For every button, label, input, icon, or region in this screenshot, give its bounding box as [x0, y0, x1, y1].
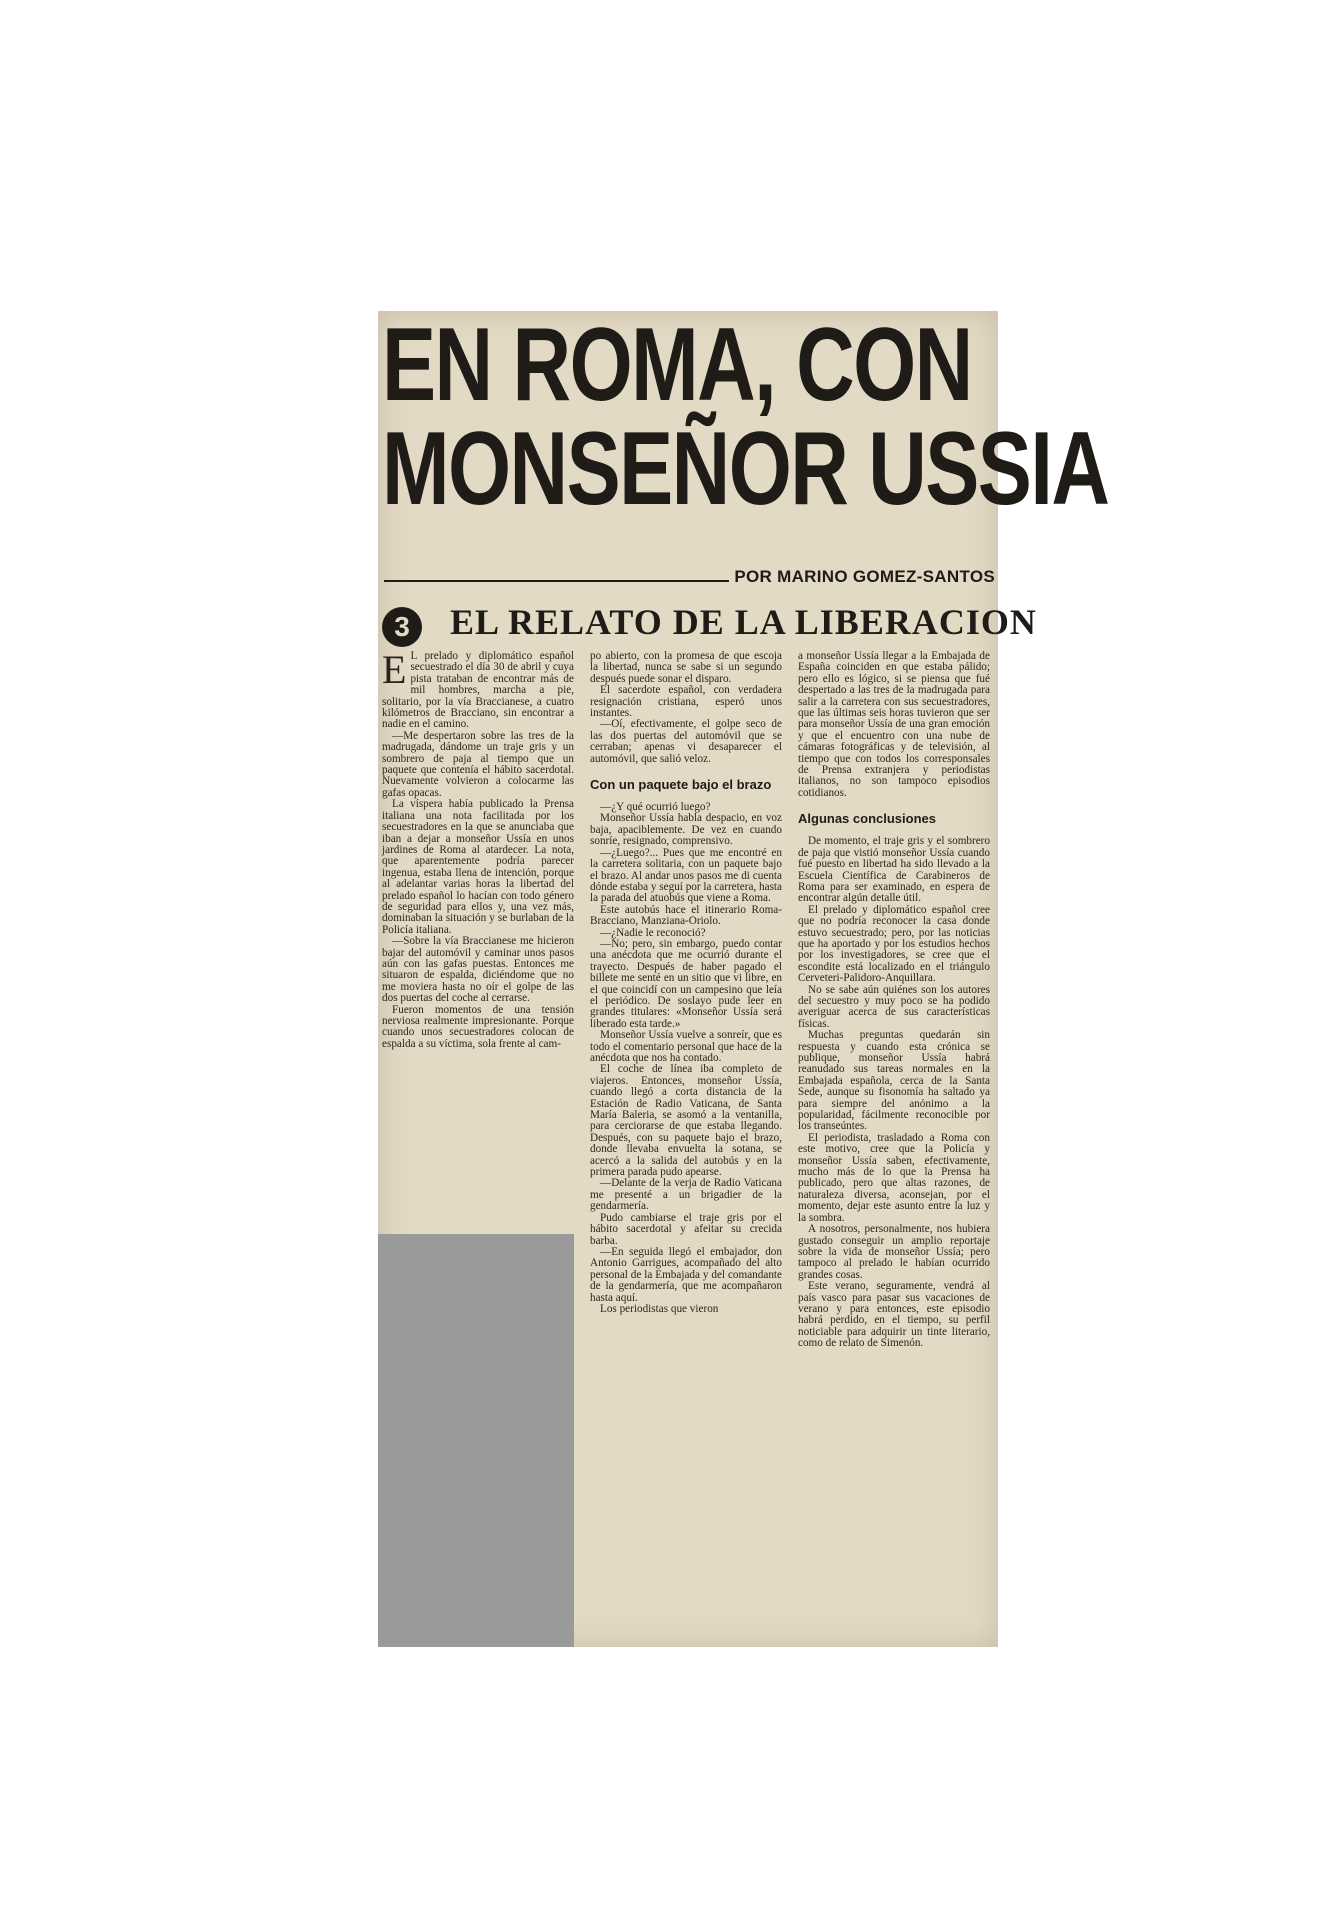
paragraph: Pudo cambiarse el traje gris por el hábito sacerdotal y afeitar su crecida barba.	[590, 1211, 782, 1247]
byline: POR MARINO GOMEZ-SANTOS	[734, 567, 995, 586]
paragraph: El prelado y diplomático español cree que no podría reconocer la casa donde estuvo secuestrado; pero, por las noticias que ha aportado y por los estudios hechos por los investigadores, se cree que el escondite está localizado en el triángulo Cerveteri-Palidoro-Anquillara.	[798, 903, 990, 985]
paragraph: Muchas preguntas quedarán sin respuesta y cuando esta crónica se publique, monseñor Ussía habrá reanudado sus tareas normales en la Embajada española, cerca de la Santa Sede, aunque su fisonomía ha saltado ya para siempre del anónimo a la popularidad, fácilmente reconocible por los transeúntes.	[798, 1029, 990, 1133]
paragraph: La víspera había publicado la Prensa italiana una nota facilitada por los secuestradores en la que se anunciaba que iban a dejar a monseñor Ussía en unos jardines de Roma al atardecer. La nota, que aparentemente podría parecer ingenua, estaba llena de intención, porque al adelantar varias horas la libertad del prelado español lo hacían con todo género de seguridad para ellos y, una vez más, dominaban la situación y se burlaban de la Policía italiana.	[382, 798, 574, 936]
paragraph: No se sabe aún quiénes son los autores del secuestro y muy poco se ha podido averiguar acerca de sus características físicas.	[798, 983, 990, 1030]
paragraph: El periodista, trasladado a Roma con este motivo, cree que la Policía y monseñor Ussía saben, efectivamente, mucho más de lo que la Prensa ha publicado, pero que altas razones, de naturaleza diversa, aconsejan, por el momento, dejar este asunto entre la luz y la sombra.	[798, 1131, 990, 1224]
headline-line-2: MONSEÑOR USSIA	[382, 411, 1109, 527]
paragraph: —No; pero, sin embargo, puedo contar una anécdota que me ocurrió durante el trayecto. Después de haber pagado el billete me senté en un sitio que vi libre, en el que coincidí con un campesino que leía el periódico. De soslayo pude leer en grandes titulares: «Monseñor Ussía será liberado esta tarde.»	[590, 937, 782, 1030]
paragraph: Este autobús hace el itinerario Roma-Bracciano, Manziana-Oriolo.	[590, 903, 782, 928]
newspaper-clipping	[378, 307, 1109, 1647]
subhead: EL RELATO DE LA LIBERACION	[450, 602, 1037, 642]
paragraph: El coche de línea iba completo de viajeros. Entonces, monseñor Ussía, cuando llegó a corta distancia de la Estación de Radio Vaticana, de Santa María Baleria, se asomó a la ventanilla, para cerciorarse de que estaba llegando. Después, con su paquete bajo el brazo, donde llevaba envuelta la sotana, se acercó a la salida del autobús y en la primera parada pudo apearse.	[590, 1063, 782, 1179]
column-2	[590, 651, 782, 1315]
column-3	[798, 651, 990, 1350]
section-heading: Con un paquete bajo el brazo	[590, 777, 772, 793]
paragraph: E L prelado y diplomático español secuestrado el día 30 de abril y cuya pista trataban de encontrar más de mil hombres, marcha a pie, solitario, por la vía Braccianese, a cuatro kilómetros de Bracciano, sin encontrar a nadie en el camino.	[382, 647, 574, 731]
paragraph: El sacerdote español, con verdadera resignación cristiana, esperó unos instantes.	[590, 684, 782, 720]
paragraph: po abierto, con la promesa de que escoja la libertad, nunca se sabe si un segundo después puede sonar el disparo.	[590, 650, 782, 685]
paragraph: —¿Y qué ocurrió luego?	[600, 801, 711, 814]
drop-cap: E	[382, 647, 407, 692]
headline-line-1: EN ROMA, CON	[382, 307, 972, 423]
paragraph: Los periodistas que vieron	[600, 1302, 719, 1315]
paragraph: Fueron momentos de una tensión nerviosa realmente impresionante. Porque cuando unos secuestradores colocan de espalda a su víctima, sola frente al cam-	[382, 1003, 574, 1050]
section-number-badge: 3	[382, 607, 422, 647]
paragraph: Este verano, seguramente, vendrá al país vasco para pasar sus vacaciones de verano y para entonces, este episodio habrá perdido, en el tiempo, su perfil noticiable para adquirir un tinte literario, como de relato de Simenón.	[798, 1280, 990, 1350]
paragraph: —Me despertaron sobre las tres de la madrugada, dándome un traje gris y un sombrero de paja al tiempo que un paquete que contenía el hábito sacerdotal. Nuevamente volvieron a colocarme las gafas opacas.	[382, 729, 574, 799]
paragraph: —En seguida llegó el embajador, don Antonio Garrigues, acompañado del alto personal de la Embajada y del comandante de la gendarmería, que me acompañaron hasta aquí.	[590, 1245, 782, 1304]
section-heading: Algunas conclusiones	[798, 811, 936, 827]
headline	[382, 307, 1109, 527]
byline-rule	[384, 580, 729, 582]
paragraph: —Sobre la vía Braccianese me hicieron bajar del automóvil y caminar unos pasos aún con las gafas puestas. Entonces me situaron de espalda, diciéndome que no me moviera hasta no oír el golpe de las dos puertas del coche al cerrarse.	[382, 935, 574, 1005]
paragraph: Monseñor Ussía vuelve a sonreír, que es todo el comentario personal que hace de la anécdota que nos ha contado.	[590, 1029, 782, 1064]
paragraph: Monseñor Ussía habla despacio, en voz baja, apaciblemente. De vez en cuando sonríe, resignado, comprensivo.	[590, 812, 782, 848]
gray-placeholder-block	[378, 1234, 574, 1647]
paragraph: De momento, el traje gris y el sombrero de paja que vistió monseñor Ussía cuando fué puesto en libertad ha sido llevado a la Escuela Científica de Carabineros de Roma para ser examinado, en espera de encontrar algún detalle útil.	[798, 835, 990, 905]
paragraph: —¿Nadie le reconoció?	[600, 926, 706, 939]
paragraph: —Oí, efectivamente, el golpe seco de las dos puertas del automóvil que se cerraban; apenas vi desaparecer el automóvil, que salió veloz.	[590, 718, 782, 765]
paragraph: —¿Luego?... Pues que me encontré en la carretera solitaria, con un paquete bajo el brazo. Al andar unos pasos me di cuenta dónde estaba y seguí por la carretera, hasta la parada del atuobús que viene a Roma.	[590, 846, 782, 905]
paragraph: A nosotros, personalmente, nos hubiera gustado conseguir un amplio reportaje sobre la vida de monseñor Ussía; pero tampoco al prelado le habían ocurrido grandes cosas.	[798, 1223, 990, 1281]
paragraph: a monseñor Ussía llegar a la Embajada de España coinciden en que estaba pálido; pero ello es lógico, si se piensa que fué despertado a las tres de la madrugada para salir a la carretera con sus secuestradores, que las últimas seis horas tuvieron que ser para monseñor Ussía de una gran emoción y que el encuentro con una nube de cámaras fotográficas y de televisión, al tiempo que con todos los corresponsales de Prensa extranjera y periodistas italianos, no son tampoco episodios cotidianos.	[798, 650, 990, 799]
paragraph: —Delante de la verja de Radio Vaticana me presenté a un brigadier de la gendarmería.	[590, 1177, 782, 1213]
